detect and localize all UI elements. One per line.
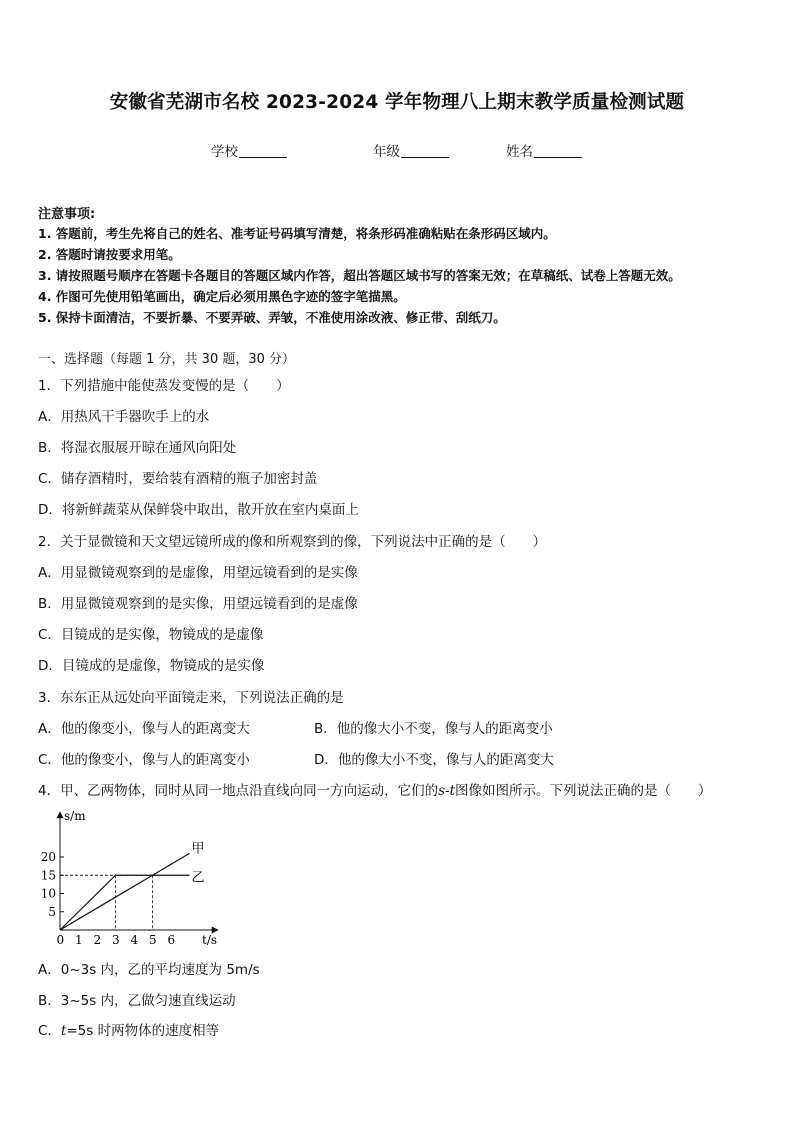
series-label: 甲 — [191, 841, 205, 857]
q2-option-b: B．用显微镜观察到的是实像，用望远镜看到的是虚像 — [38, 596, 358, 612]
school-field[interactable] — [211, 140, 287, 160]
series-label: 乙 — [191, 870, 205, 886]
note-item: 2. 答题时请按要求用笔。 — [38, 247, 181, 262]
q2-option-c: C．目镜成的是实像，物镜成的是虚像 — [38, 627, 264, 643]
q4-stem-part2: 图像如图所示。下列说法正确的是（ ） — [455, 783, 712, 799]
x-tick-label: 5 — [149, 933, 157, 947]
q4-option-c — [38, 1019, 219, 1039]
page-title: 安徽省芜湖市名校 2023-2024 学年物理八上期末教学质量检测试题 — [109, 92, 685, 113]
series-line — [60, 853, 190, 930]
q2-option-d: D．目镜成的是虚像，物镜成的是实像 — [38, 658, 265, 674]
school-blank[interactable] — [239, 144, 287, 158]
x-tick-label: 6 — [167, 933, 176, 947]
grade-field[interactable] — [373, 140, 449, 160]
q2-option-a: A．用显微镜观察到的是虚像，用望远镜看到的是实像 — [38, 565, 358, 581]
y-tick-label: 10 — [40, 886, 56, 901]
name-blank[interactable] — [534, 144, 582, 158]
grade-blank[interactable] — [401, 144, 449, 158]
st-graph — [38, 806, 238, 952]
grade-label: 年级 — [373, 144, 400, 160]
question-4-stem — [38, 779, 712, 799]
question-1-stem: 1．下列措施中能使蒸发变慢的是（ ） — [38, 378, 290, 394]
q4-stem-part1: 4．甲、乙两物体，同时从同一地点沿直线向同一方向运动，它们的 — [38, 783, 439, 799]
q1-option-c: C．储存酒精时，要给装有酒精的瓶子加密封盖 — [38, 471, 318, 487]
x-axis-label: t/s — [202, 933, 218, 947]
y-tick-label: 15 — [40, 868, 56, 883]
note-item: 3. 请按照题号顺序在答题卡各题目的答题区域内作答，超出答题区域书写的答案无效；在草稿纸、试卷上答题无效。 — [38, 268, 681, 283]
q1-option-b: B．将湿衣服展开晾在通风向阳处 — [38, 440, 237, 456]
x-tick-label: 2 — [93, 933, 102, 947]
q4-option-c-label: C． — [38, 1023, 61, 1039]
x-tick-label: 1 — [75, 933, 83, 947]
school-label: 学校 — [211, 144, 238, 160]
q1-option-a: A．用热风干手器吹手上的水 — [38, 409, 210, 425]
name-field[interactable] — [506, 140, 582, 160]
x-tick-label: 4 — [130, 933, 139, 947]
q3-option-b: B．他的像大小不变，像与人的距离变小 — [314, 721, 553, 737]
q4-option-b: B．3~5s 内，乙做匀速直线运动 — [38, 993, 236, 1009]
name-label: 姓名 — [506, 144, 533, 160]
q4-stem-st: s-t — [438, 783, 456, 799]
y-tick-label: 20 — [40, 850, 56, 864]
q4-option-c-text: =5s 时两物体的速度相等 — [66, 1023, 220, 1039]
note-item: 1. 答题前，考生先将自己的姓名、准考证号码填写清楚，将条形码准确粘贴在条形码区域内。 — [38, 226, 556, 241]
note-item: 5. 保持卡面清洁，不要折暴、不要弄破、弄皱，不准使用涂改液、修正带、刮纸刀。 — [38, 310, 506, 325]
question-2-stem: 2．关于显微镜和天文望远镜所成的像和所观察到的像，下列说法中正确的是（ ） — [38, 534, 547, 550]
question-3-stem: 3．东东正从远处向平面镜走来，下列说法正确的是 — [38, 690, 344, 706]
x-tick-label: 3 — [112, 933, 120, 947]
x-tick-label: 0 — [56, 933, 65, 947]
q4-option-c-t: t — [60, 1023, 67, 1039]
q3-option-d: D．他的像大小不变，像与人的距离变大 — [314, 752, 554, 768]
q4-option-a: A．0~3s 内，乙的平均速度为 5m/s — [38, 962, 260, 978]
q1-option-d: D．将新鲜蔬菜从保鲜袋中取出，散开放在室内桌面上 — [38, 502, 359, 518]
q3-option-c: C．他的像变小，像与人的距离变小 — [38, 752, 250, 768]
notes-heading: 注意事项: — [38, 207, 96, 222]
q3-option-a: A．他的像变小，像与人的距离变大 — [38, 721, 250, 737]
y-axis-label: s/m — [64, 809, 86, 823]
series-line — [60, 875, 190, 930]
y-tick-label: 5 — [48, 904, 56, 919]
section-heading: 一、选择题（每题 1 分，共 30 题，30 分） — [38, 352, 296, 367]
note-item: 4. 作图可先使用铅笔画出，确定后必须用黑色字迹的签字笔描黑。 — [38, 289, 406, 304]
